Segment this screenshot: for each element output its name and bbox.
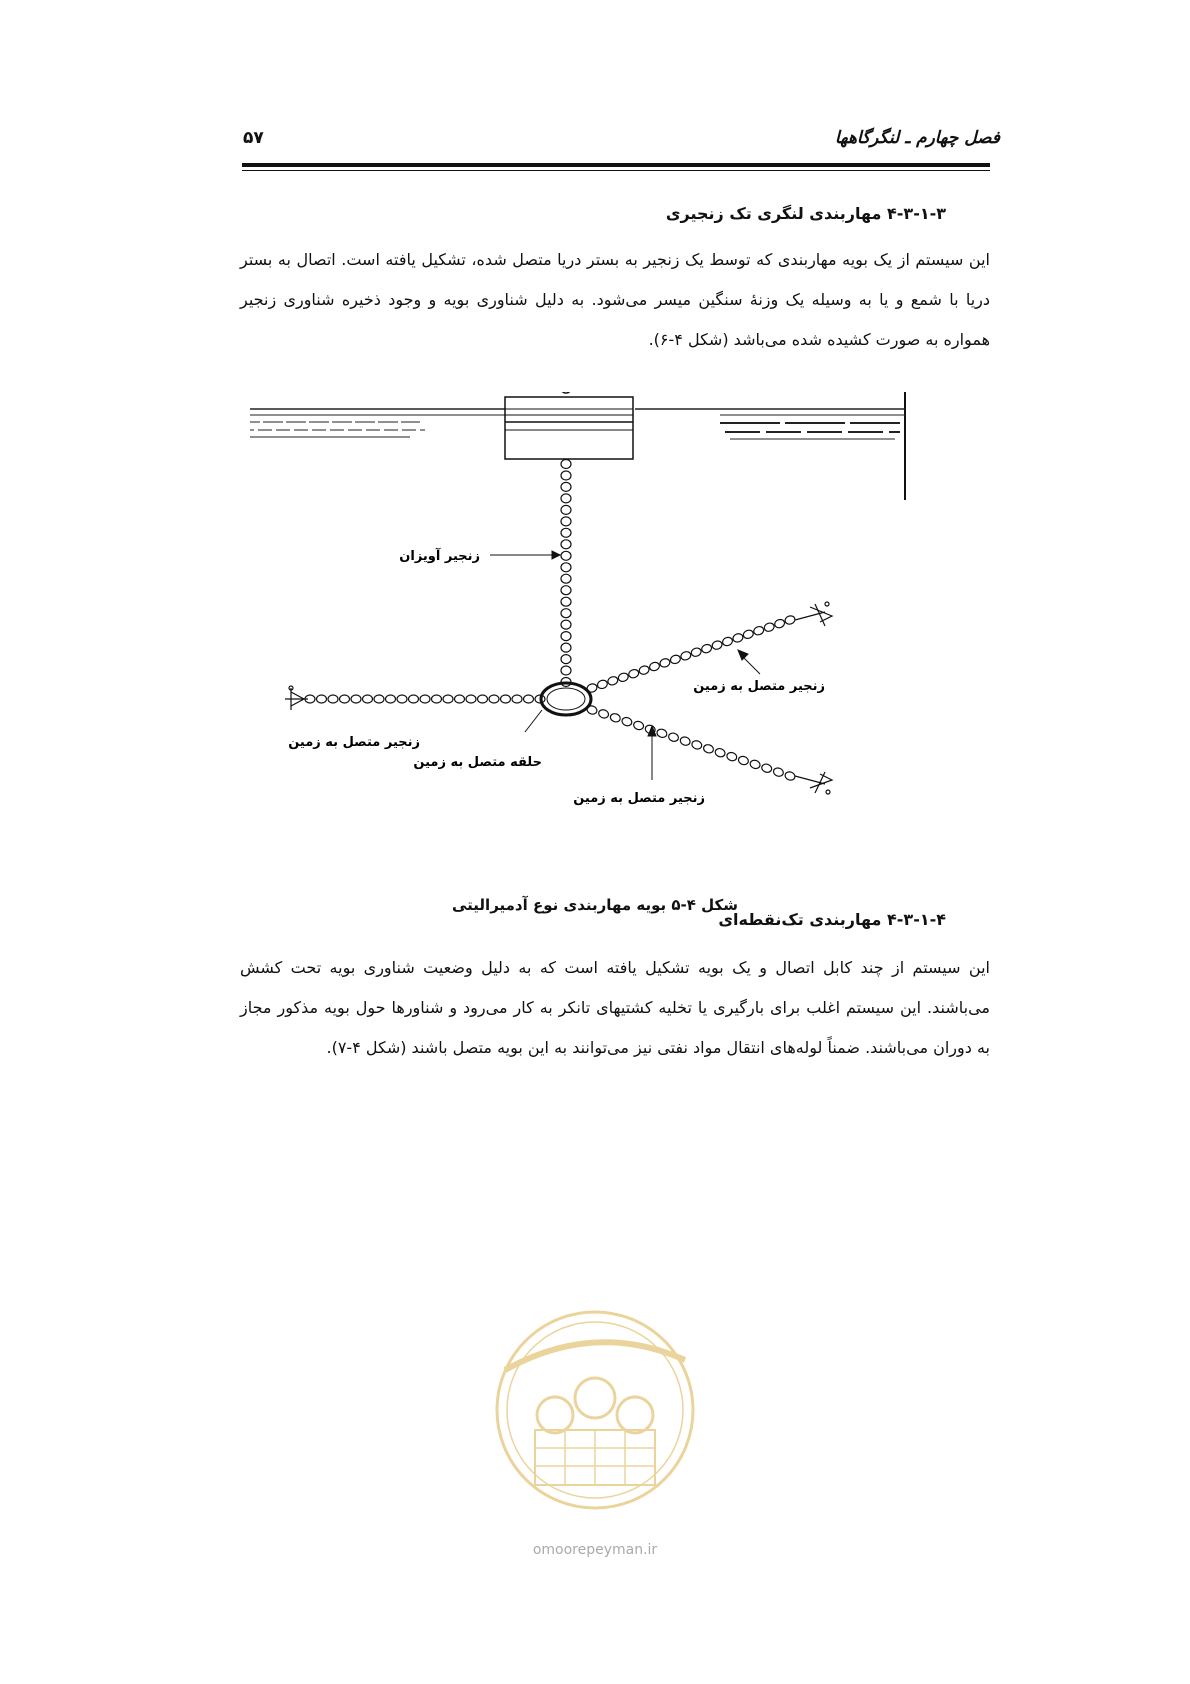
hanging-chain-link — [561, 471, 571, 480]
ground-chain-link-right — [659, 657, 671, 668]
hanging-chain-link — [561, 666, 571, 675]
hanging-chain-link — [561, 597, 571, 606]
hanging-chain-link — [561, 620, 571, 629]
chapter-title: فصل چهارم ـ لنگرگاهها — [834, 128, 1000, 148]
hanging-chain-link — [561, 482, 571, 491]
ground-chain-link-bottom — [726, 751, 738, 762]
section-paragraph-single-point: این سیستم از چند کابل اتصال و یک بویه تشکیل یافته است که به دلیل وضعیت شناوری بویه تحت کشش می‌باشند. این سیستم اغلب برای بارگیری یا تخلیه کشتیهای تانکر به کار می‌رود و شناورها حول بویه مذکور مجاز به دوران می‌باشند. ضمناً لوله‌های انتقال مواد نفتی نیز می‌توانند به این بویه متصل باشند (شکل ۴-۷). — [240, 958, 990, 1057]
ground-chain-link-left — [489, 695, 499, 703]
header-rule-thin — [242, 170, 990, 171]
ground-chain-link-right — [784, 615, 796, 626]
header-rule-thick — [242, 163, 990, 167]
label-ground-chain-bottom: زنجیر متصل به زمین — [573, 791, 705, 806]
ground-chain-link-left — [328, 695, 338, 703]
hanging-chain-link — [561, 586, 571, 595]
ground-chain-link-left — [455, 695, 465, 703]
watermark-seal-icon — [480, 1290, 710, 1540]
ground-chain-link-left — [512, 695, 522, 703]
ground-chain-link-right — [742, 629, 754, 640]
ground-chain-link-right — [680, 650, 692, 661]
ground-chain-link-right — [669, 654, 681, 665]
ground-chain-link-right — [701, 643, 713, 654]
ground-chain-link-bottom — [598, 709, 610, 720]
ground-chain-link-bottom — [714, 747, 726, 758]
ground-chain-link-left — [432, 695, 442, 703]
ground-chain-link-left — [501, 695, 511, 703]
ground-chain-link-left — [340, 695, 350, 703]
ground-chain-link-right — [721, 636, 733, 647]
buoy-body — [505, 392, 633, 459]
ground-chain-link-bottom — [691, 740, 703, 751]
ground-chain-link-right — [617, 672, 629, 683]
ground-chain-link-left — [443, 695, 453, 703]
hanging-chain-link — [561, 505, 571, 514]
watermark-url: omoorepeyman.ir — [532, 1542, 658, 1558]
label-ground-ring: حلقه متصل به زمین — [413, 755, 542, 770]
ground-chain-link-right — [763, 622, 775, 633]
hanging-chain-link — [561, 574, 571, 583]
watermark-logo — [480, 1290, 710, 1560]
hanging-chain-link — [561, 494, 571, 503]
hanging-chain-link — [561, 655, 571, 664]
section-paragraph-single-chain: این سیستم از یک بویه مهاربندی که توسط یک زنجیر به بستر دریا متصل شده، تشکیل یافته است. اتصال به بستر دریا با شمع و یا به وسیله یک وزنهٔ سنگین میسر می‌شود. به دلیل شناوری بویه و وجود ذخیره شناوری زنجیر همواره به صورت کشیده شده می‌باشد (شکل ۴-۶). — [240, 250, 990, 349]
ground-chain-link-right — [607, 675, 619, 686]
ground-chain-link-left — [363, 695, 373, 703]
ground-chain-link-right — [648, 661, 660, 672]
ground-chain-link-right — [690, 647, 702, 658]
ground-chain-link-bottom — [784, 771, 796, 782]
ground-chain-link-left — [478, 695, 488, 703]
water-lines-left — [250, 409, 505, 437]
ground-chain-link-bottom — [772, 767, 784, 778]
ground-chain-link-bottom — [702, 743, 714, 754]
leader-lines — [490, 551, 760, 780]
ground-chain-link-right — [711, 640, 723, 651]
hanging-chain-link — [561, 551, 571, 560]
ground-chain-link-bottom — [749, 759, 761, 770]
ground-chain-link-left — [524, 695, 534, 703]
hanging-chain-link — [561, 460, 571, 469]
chains — [305, 460, 796, 782]
page-number: ۵۷ — [243, 128, 264, 148]
anchor-right-bottom — [795, 772, 832, 794]
anchor-right-top — [795, 602, 832, 626]
water-lines-right — [635, 409, 905, 439]
ground-chain-link-left — [374, 695, 384, 703]
label-hanging-chain: زنجیر آویزان — [399, 549, 480, 564]
section-heading-single-chain: ۴-۳-۱-۳ مهاربندی لنگری تک زنجیری — [665, 204, 946, 223]
ground-chain-link-left — [317, 695, 327, 703]
ground-chain-link-left — [397, 695, 407, 703]
ground-ring-inner — [547, 688, 585, 710]
ground-chain-link-bottom — [609, 712, 621, 723]
ground-chain-link-bottom — [737, 755, 749, 766]
hanging-chain-link — [561, 540, 571, 549]
ground-chain-link-bottom — [761, 763, 773, 774]
ground-chain-link-left — [420, 695, 430, 703]
hanging-chain-link — [561, 643, 571, 652]
ground-chain-link-bottom — [679, 736, 691, 747]
ground-chain-link-right — [596, 679, 608, 690]
ground-chain-link-right — [628, 668, 640, 679]
ground-chain-link-right — [753, 625, 765, 636]
ground-chain-link-bottom — [656, 728, 668, 739]
hanging-chain-link — [561, 609, 571, 618]
label-ground-chain-left: زنجیر متصل به زمین — [288, 735, 420, 750]
ground-chain-link-left — [466, 695, 476, 703]
buoy-diagram — [250, 392, 990, 882]
ground-chain-link-right — [732, 632, 744, 643]
ground-chain-link-bottom — [667, 732, 679, 743]
section-heading-single-point: ۴-۳-۱-۴ مهاربندی تک‌نقطه‌ای — [718, 910, 946, 929]
ground-chain-link-right — [638, 665, 650, 676]
hanging-chain-link — [561, 632, 571, 641]
hanging-chain-link — [561, 528, 571, 537]
figure-caption: شکل ۴-۵ بویه مهاربندی نوع آدمیرالیتی — [452, 896, 738, 914]
label-ground-chain-right: زنجیر متصل به زمین — [693, 679, 825, 694]
figure-admiralty-buoy — [250, 392, 990, 882]
ground-chain-link-left — [351, 695, 361, 703]
ground-chain-link-bottom — [621, 716, 633, 727]
hanging-chain-link — [561, 517, 571, 526]
ground-chain-link-right — [774, 618, 786, 629]
ground-chain-link-left — [409, 695, 419, 703]
hanging-chain-link — [561, 563, 571, 572]
ground-chain-link-left — [386, 695, 396, 703]
ground-chain-link-bottom — [633, 720, 645, 731]
